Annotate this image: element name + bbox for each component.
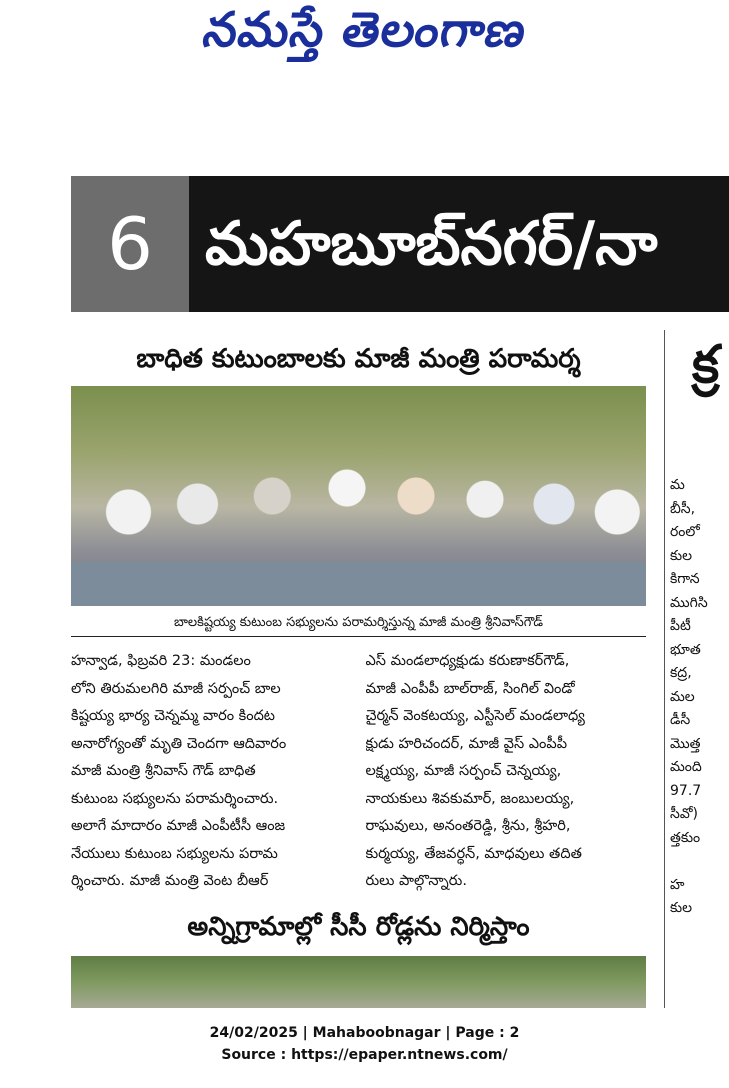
footer-source: Source : https://epaper.ntnews.com/ xyxy=(221,1047,508,1063)
adjacent-line: కుల xyxy=(670,547,697,564)
adjacent-headline-fragment: క్ర xyxy=(692,335,720,395)
adjacent-line: రంలో xyxy=(670,524,700,540)
news-article xyxy=(71,330,646,942)
article-photo xyxy=(71,386,646,606)
adjacent-line: ముగిసి xyxy=(670,594,708,611)
article-body xyxy=(71,648,646,898)
adjacent-line: భూత xyxy=(670,641,701,658)
masthead xyxy=(0,0,729,80)
adjacent-line: మొత్త xyxy=(670,735,701,752)
second-article-photo xyxy=(71,956,646,1008)
adjacent-line: హ xyxy=(670,876,685,893)
footer-date-edition: 24/02/2025 | Mahaboobnagar | Page : 2 xyxy=(209,1025,520,1041)
section-title: మహబూబ్‌నగర్/నా xyxy=(205,209,658,279)
section-banner xyxy=(71,176,729,312)
adjacent-line: డీసీ xyxy=(670,712,695,728)
adjacent-line xyxy=(670,850,729,874)
adjacent-line: కుల xyxy=(670,900,697,916)
adjacent-line: త్తకుం xyxy=(670,829,701,846)
photo-caption: బాలకిష్టయ్య కుటుంబ సభ్యులను పరామర్శిస్తున్న మాజీ మంత్రి శ్రీనివాస్‌గౌడ్ xyxy=(71,610,646,637)
adjacent-line: మంది xyxy=(670,759,702,775)
article-headline: బాధిత కుటుంబాలకు మాజీ మంత్రి పరామర్శ xyxy=(136,344,581,374)
adjacent-line: కద్ర, xyxy=(670,665,697,681)
column-divider xyxy=(664,330,665,1008)
adjacent-line: మ xyxy=(670,477,685,493)
adjacent-line: సీవో) xyxy=(670,806,698,822)
adjacent-line: 97.7 xyxy=(670,782,702,799)
adjacent-article-strip xyxy=(670,330,729,1008)
second-article-headline: అన్నిగ్రామాల్లో సీసీ రోడ్లను నిర్మిస్తాం xyxy=(187,912,530,942)
adjacent-line: బీసీ, xyxy=(670,500,700,517)
adjacent-line: మల xyxy=(670,688,700,705)
photo-ground xyxy=(71,562,646,606)
page-footer xyxy=(0,1022,729,1066)
article-body-column-2: ఎస్ మండలాధ్యక్షుడు కరుణాకర్‌గౌడ్, మాజీ ఎంపీపీ బాల్‌రాజ్, సింగిల్ విండో చైర్మన్ వెంకటయ్య, ఎస్టీసెల్ మండలాధ్య క్షుడు హరిచందర్, మాజీ వైస్ ఎంపీపీ లక్ష్మయ్య, మాజీ సర్పంచ్ చెన్నయ్య, నాయకులు శివకుమార్, జంబులయ్య, రాఘవులు, అనంతరెడ్డి, శ్రీను, శ్రీహరి, కుర్మయ్య, తేజవర్ధన్, మాధవులు తదిత రులు పాల్గొన్నారు. xyxy=(365,653,585,889)
photo-people xyxy=(71,416,646,576)
adjacent-body-fragment xyxy=(670,474,729,921)
article-body-column-1: హన్వాడ, ఫిబ్రవరి 23: మండలం లోని తిరుమలగిరి మాజీ సర్పంచ్ బాల కిష్టయ్య భార్య చెన్నమ్మ వారం కిందట అనారోగ్యంతో మృతి చెందగా ఆదివారం మాజీ మంత్రి శ్రీనివాస్ గౌడ్ బాధిత కుటుంబ సభ్యులను పరామర్శించారు. అలాగే మాదారం మాజీ ఎంపీటీసీ ఆంజ నేయులు కుటుంబ సభ్యులను పరామ ర్శించారు. మాజీ మంత్రి వెంట బీఆర్ xyxy=(71,653,287,889)
page-number: 6 xyxy=(71,176,189,312)
adjacent-line: పీటీ xyxy=(670,618,691,634)
adjacent-line: కిగాన xyxy=(670,571,700,587)
newspaper-logo: నమస్తే తెలంగాణ xyxy=(199,2,532,58)
